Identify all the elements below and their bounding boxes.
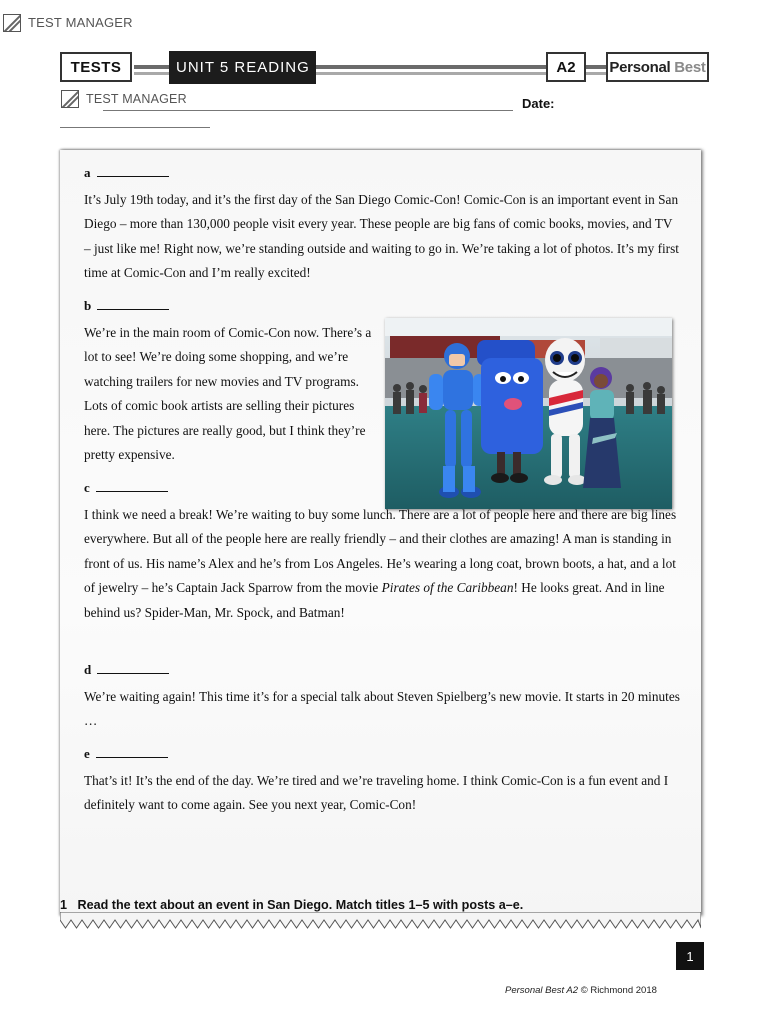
post-d-text: We’re waiting again! This time it’s for a special talk about Steven Spielberg’s new movie. It starts in 20 minutes … — [84, 689, 680, 729]
post-c-title-blank[interactable] — [96, 481, 168, 492]
name-row-logo-label: TEST MANAGER — [86, 92, 187, 106]
post-c-label: c — [84, 480, 168, 496]
post-b-title-blank[interactable] — [97, 299, 169, 310]
brand-logo — [606, 52, 709, 82]
tests-badge: TESTS — [60, 52, 132, 82]
post-d-label: d — [84, 662, 169, 678]
post-b-text: We’re in the main room of Comic-Con now. There’s a lot to see! We’re doing some shopping, and we’re watching trailers for new movies and TV programs. Lots of comic book artists are selling their pictures here. The pictures are really good, but I think they’re pretty expensive. — [84, 325, 372, 463]
post-d-title-blank[interactable] — [97, 663, 169, 674]
footer-copyright — [505, 985, 657, 996]
post-e-label: e — [84, 746, 168, 762]
level-badge: A2 — [546, 52, 586, 82]
post-c-text-before: I think we need a break! We’re waiting to buy some lunch. There are a lot of people here and there are big lines everywhere. But all of the people here are really friendly – and their clothes are amazing! A man is standing in front of us. His name’s Alex and he’s from Los Angeles. He’s wearing a long coat, brown boots, a hat, and a lot of jewelry – he’s Captain Jack Sparrow from the movie — [84, 507, 677, 596]
torn-edge — [60, 912, 701, 932]
post-c-text — [84, 503, 680, 625]
footer-book-title: Personal Best A2 — [505, 985, 579, 996]
name-field-line — [103, 110, 513, 111]
post-a-text: It’s July 19th today, and it’s the first day of the San Diego Comic-Con! Comic-Con is an important event in San Diego – more than 130,000 people visit every year. These people are big fans of comic books, movies, and TV – just like me! Right now, we’re standing outside and waiting to go in. We’re taking a lot of photos. It’s my first time at Comic-Con and I’m really excited! — [84, 192, 679, 281]
post-b-label: b — [84, 298, 169, 314]
post-e-title-blank[interactable] — [96, 747, 168, 758]
brand-part1: Personal — [609, 58, 671, 76]
test-manager-logo-icon — [3, 14, 21, 32]
post-a-label: a — [84, 165, 169, 181]
post-c-text-after: ! He looks great. And in line behind us? Spider-Man, Mr. Spock, and Batman! — [84, 580, 665, 620]
date-label: Date: — [522, 96, 555, 111]
date-field-line — [60, 127, 210, 128]
footer-copyright-text: © Richmond 2018 — [578, 985, 657, 996]
page-number: 1 — [676, 942, 704, 970]
brand-part2: Best — [674, 58, 706, 76]
comic-con-photo — [385, 318, 672, 509]
test-manager-small-logo-icon — [61, 90, 79, 108]
unit-title: UNIT 5 READING — [169, 51, 316, 84]
post-e-text: That’s it! It’s the end of the day. We’re tired and we’re traveling home. I think Comic-Con is a fun event and I definitely want to come again. See you next year, Comic-Con! — [84, 773, 669, 813]
exercise-instruction: 1 Read the text about an event in San Diego. Match titles 1–5 with posts a–e. — [60, 898, 524, 912]
post-a-title-blank[interactable] — [97, 166, 169, 177]
post-c-movie-title: Pirates of the Caribbean — [381, 580, 514, 596]
top-logo-label: TEST MANAGER — [28, 15, 133, 30]
